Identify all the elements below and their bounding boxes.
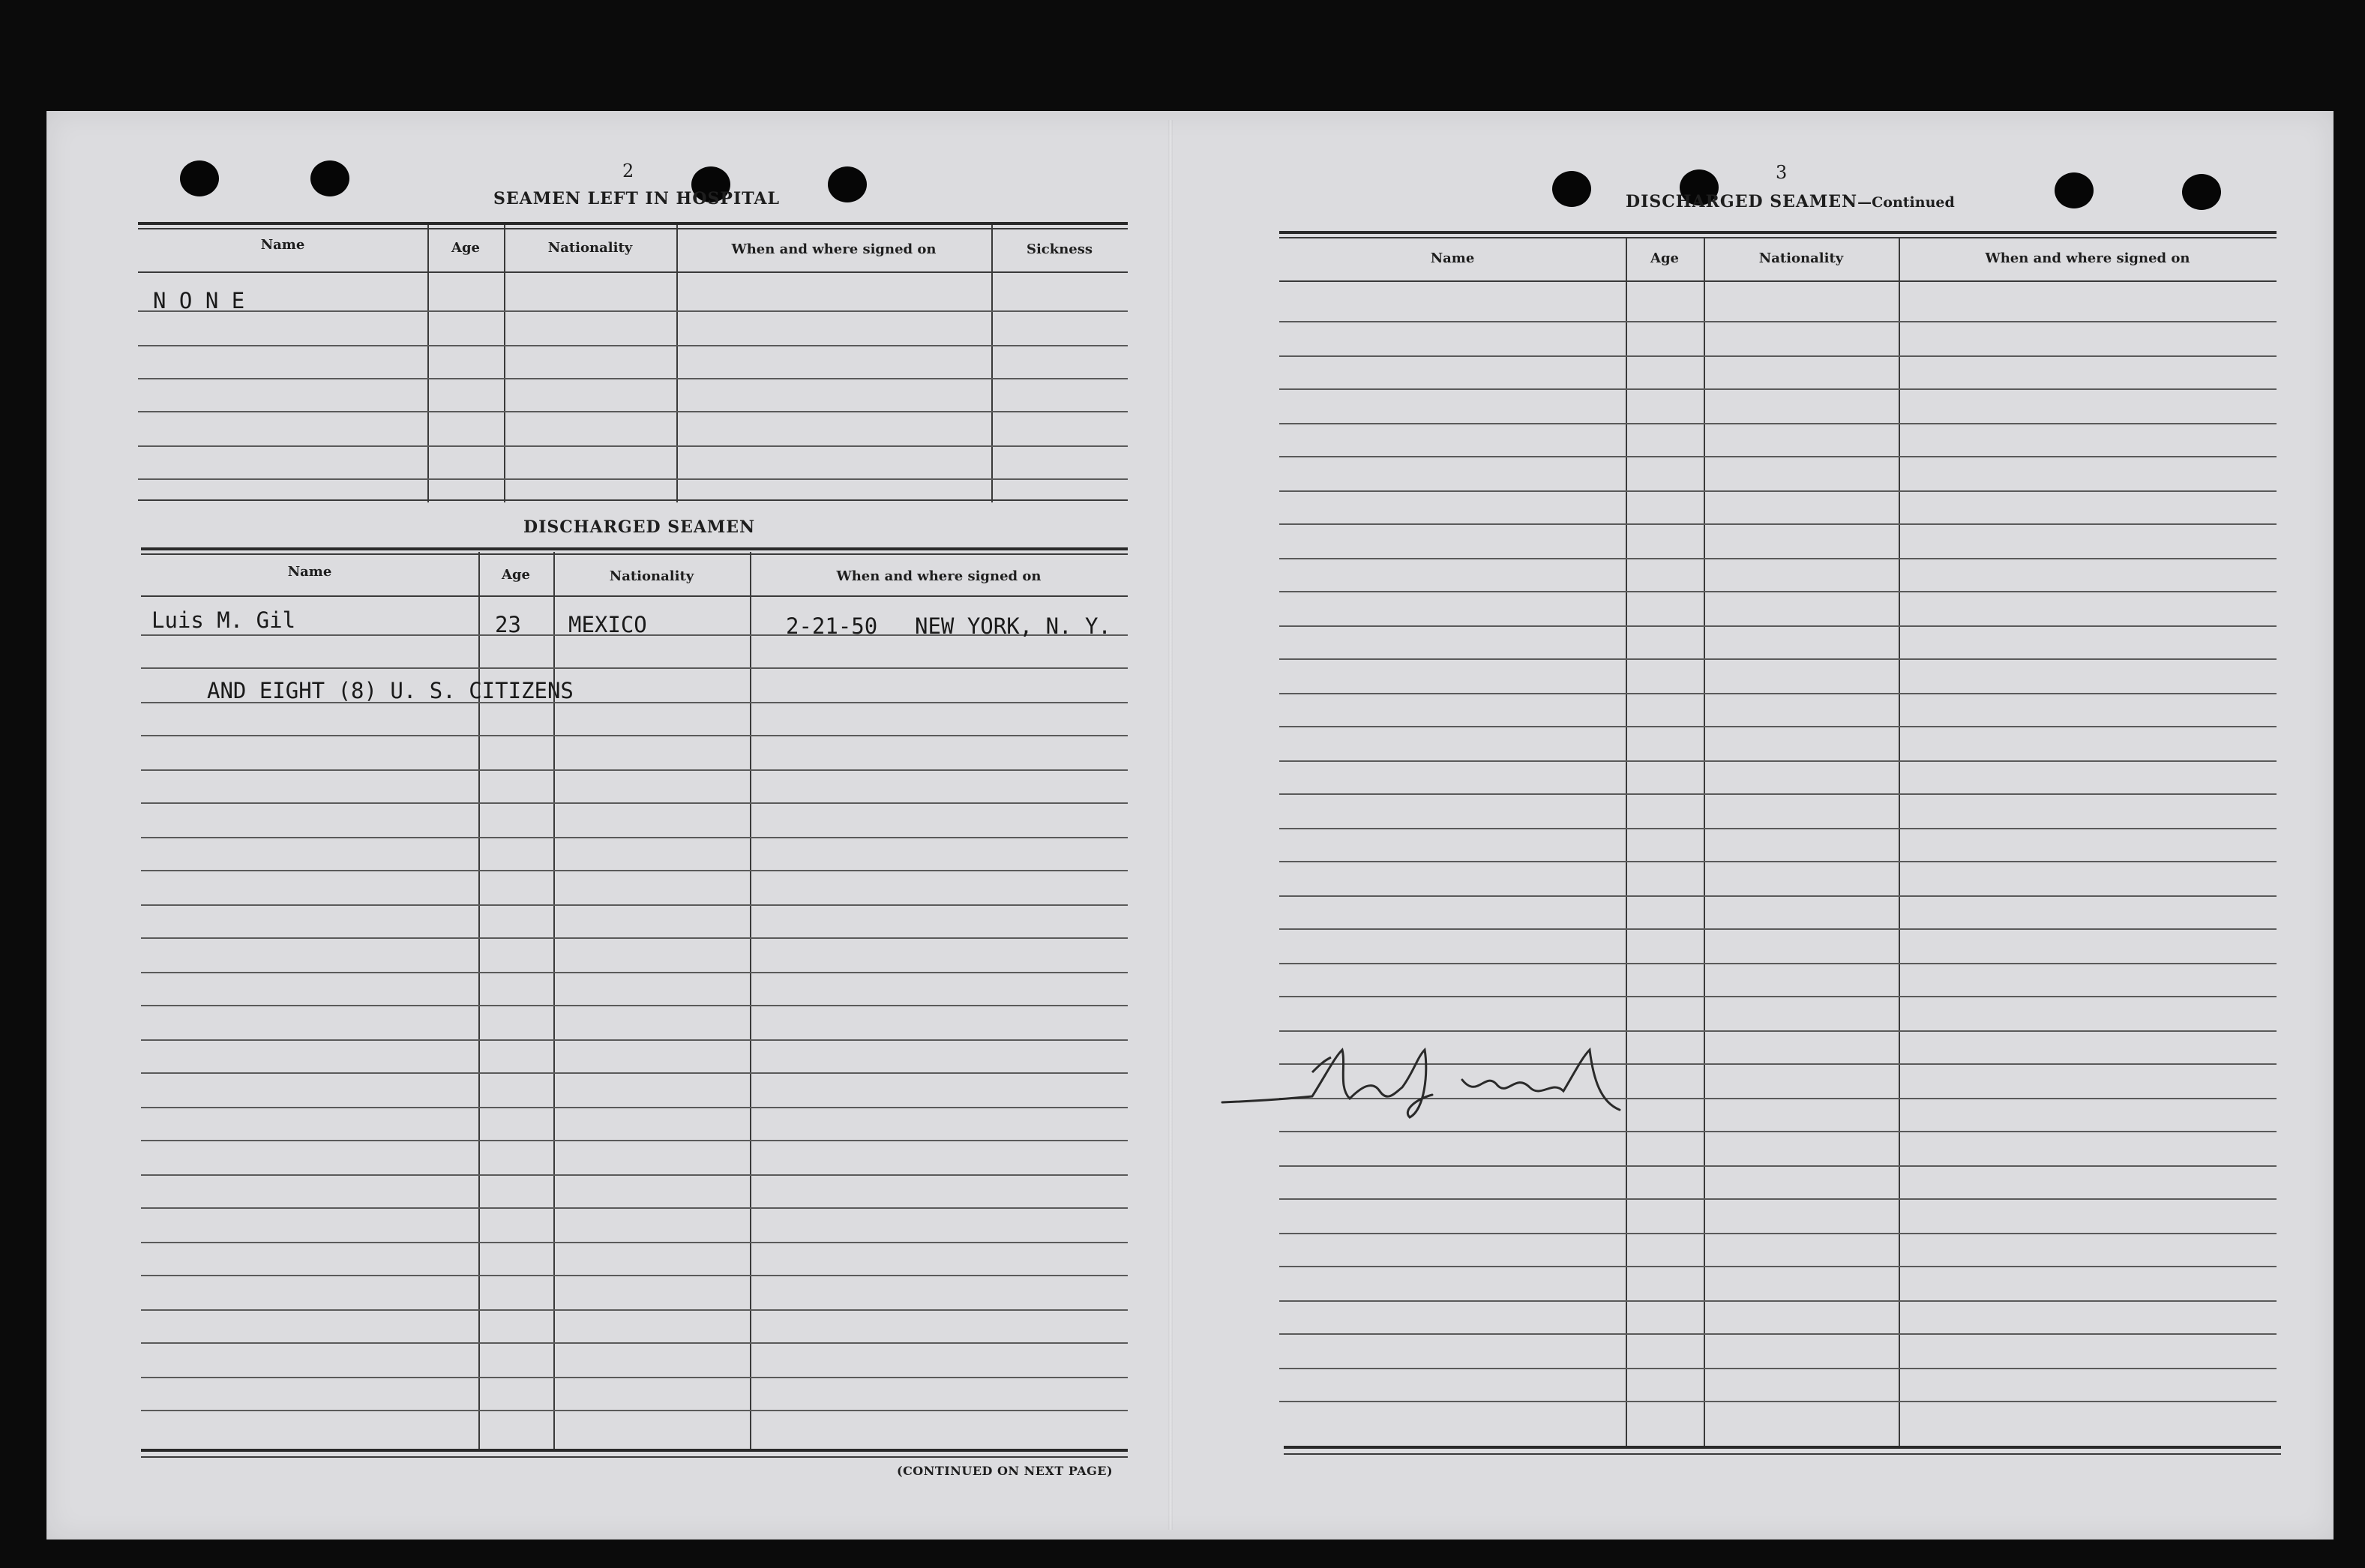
col-header-age: Age <box>451 240 480 256</box>
row-rule <box>141 1107 1128 1108</box>
row-rule <box>1279 1333 2277 1335</box>
table-bottom-rule <box>141 1449 1128 1452</box>
row-rule <box>141 1072 1128 1074</box>
row-rule <box>141 1410 1128 1411</box>
row-rule <box>141 667 1128 669</box>
row-rule <box>1279 726 2277 727</box>
row-rule <box>138 310 1128 312</box>
row-rule <box>141 1309 1128 1311</box>
seaman-signed-on-place: NEW YORK, N. Y. <box>915 613 1111 639</box>
row-rule <box>1279 523 2277 525</box>
row-rule <box>141 1377 1128 1378</box>
seaman-signed-on-date: 2-21-50 <box>786 613 878 639</box>
row-rule <box>141 870 1128 871</box>
row-rule <box>1279 1300 2277 1302</box>
discharged-continued-title <box>1626 192 1955 211</box>
citizens-note: AND EIGHT (8) U. S. CITIZENS <box>207 678 574 703</box>
row-rule <box>1279 760 2277 762</box>
page-number: 2 <box>622 160 634 181</box>
header-bottom-rule <box>138 271 1128 273</box>
row-rule <box>1279 828 2277 829</box>
row-rule <box>141 972 1128 973</box>
seaman-name: Luis M. Gil <box>151 607 296 633</box>
row-rule <box>1279 963 2277 964</box>
row-rule <box>1279 355 2277 357</box>
table-top-rule <box>1279 231 2277 234</box>
column-rule <box>504 225 505 502</box>
row-rule <box>1279 693 2277 694</box>
row-rule <box>141 837 1128 838</box>
row-rule <box>1279 793 2277 795</box>
title-main: DISCHARGED SEAMEN <box>1626 192 1858 211</box>
row-rule <box>141 769 1128 771</box>
table-bottom-rule <box>1284 1446 2281 1449</box>
row-rule <box>141 1174 1128 1176</box>
row-rule <box>138 445 1128 447</box>
punch-hole <box>828 166 867 202</box>
row-rule <box>1279 658 2277 660</box>
row-rule <box>1279 591 2277 592</box>
page-number: 3 <box>1776 162 1788 183</box>
col-header-sickness: Sickness <box>1026 241 1093 257</box>
crew-list-sheet <box>46 111 2334 1540</box>
table-top-rule <box>138 228 1128 229</box>
row-rule <box>1279 490 2277 492</box>
row-rule <box>1279 625 2277 627</box>
col-header-nationality: Nationality <box>609 568 694 584</box>
header-bottom-rule <box>1279 280 2277 282</box>
row-rule <box>138 411 1128 412</box>
row-rule <box>141 937 1128 939</box>
row-rule <box>141 1275 1128 1276</box>
column-rule <box>991 225 993 502</box>
col-header-nationality: Nationality <box>1758 250 1844 266</box>
column-rule <box>750 552 751 1452</box>
col-header-name: Name <box>1430 250 1475 266</box>
row-rule <box>141 735 1128 736</box>
row-rule <box>141 1342 1128 1344</box>
col-header-signed-on: When and where signed on <box>1985 250 2190 266</box>
discharged-section-title: DISCHARGED SEAMEN <box>523 517 756 537</box>
row-rule <box>141 1242 1128 1243</box>
column-rule <box>676 225 678 502</box>
col-header-nationality: Nationality <box>547 240 633 256</box>
hospital-entry: N O N E <box>153 288 245 313</box>
col-header-age: Age <box>501 567 530 583</box>
row-rule <box>1279 1233 2277 1234</box>
row-rule <box>138 378 1128 379</box>
row-rule <box>141 1005 1128 1006</box>
punch-hole <box>1552 171 1591 207</box>
punch-hole <box>180 160 219 196</box>
row-rule <box>1279 456 2277 457</box>
row-rule <box>1279 928 2277 930</box>
row-rule <box>1279 1165 2277 1167</box>
table-top-rule <box>141 547 1128 550</box>
punch-hole <box>2055 172 2094 208</box>
handwritten-signature <box>1200 1027 1665 1147</box>
row-rule <box>1279 861 2277 862</box>
col-header-name: Name <box>260 237 305 253</box>
row-rule <box>141 1039 1128 1041</box>
row-rule <box>1279 321 2277 322</box>
row-rule <box>1279 1401 2277 1402</box>
row-rule <box>1279 558 2277 559</box>
table-top-rule <box>1279 237 2277 238</box>
row-rule <box>141 1140 1128 1141</box>
row-rule <box>1279 388 2277 390</box>
row-rule <box>1279 1198 2277 1200</box>
page-fold <box>1168 120 1173 1530</box>
row-rule <box>138 345 1128 346</box>
punch-hole <box>2182 174 2221 210</box>
row-rule <box>1279 1266 2277 1267</box>
table-top-rule <box>138 222 1128 225</box>
row-rule <box>1279 423 2277 424</box>
col-header-age: Age <box>1650 250 1679 266</box>
title-suffix: —Continued <box>1857 194 1955 211</box>
header-bottom-rule <box>141 595 1128 597</box>
table-bottom-rule <box>141 1456 1128 1458</box>
table-bottom-rule <box>1284 1453 2281 1455</box>
col-header-name: Name <box>287 564 332 580</box>
row-rule <box>1279 1368 2277 1369</box>
table-bottom-rule <box>138 499 1128 501</box>
seaman-nationality: MEXICO <box>568 612 647 637</box>
row-rule <box>141 802 1128 804</box>
seaman-age: 23 <box>495 612 521 637</box>
row-rule <box>138 478 1128 480</box>
column-rule <box>427 225 429 502</box>
row-rule <box>141 904 1128 906</box>
continued-note: (CONTINUED ON NEXT PAGE) <box>897 1464 1114 1478</box>
col-header-signed-on: When and where signed on <box>731 241 937 257</box>
table-top-rule <box>141 553 1128 555</box>
row-rule <box>1279 895 2277 897</box>
row-rule <box>141 1207 1128 1209</box>
col-header-signed-on: When and where signed on <box>836 568 1042 584</box>
row-rule <box>1279 996 2277 997</box>
hospital-section-title: SEAMEN LEFT IN HOSPITAL <box>493 189 780 208</box>
punch-hole <box>310 160 349 196</box>
